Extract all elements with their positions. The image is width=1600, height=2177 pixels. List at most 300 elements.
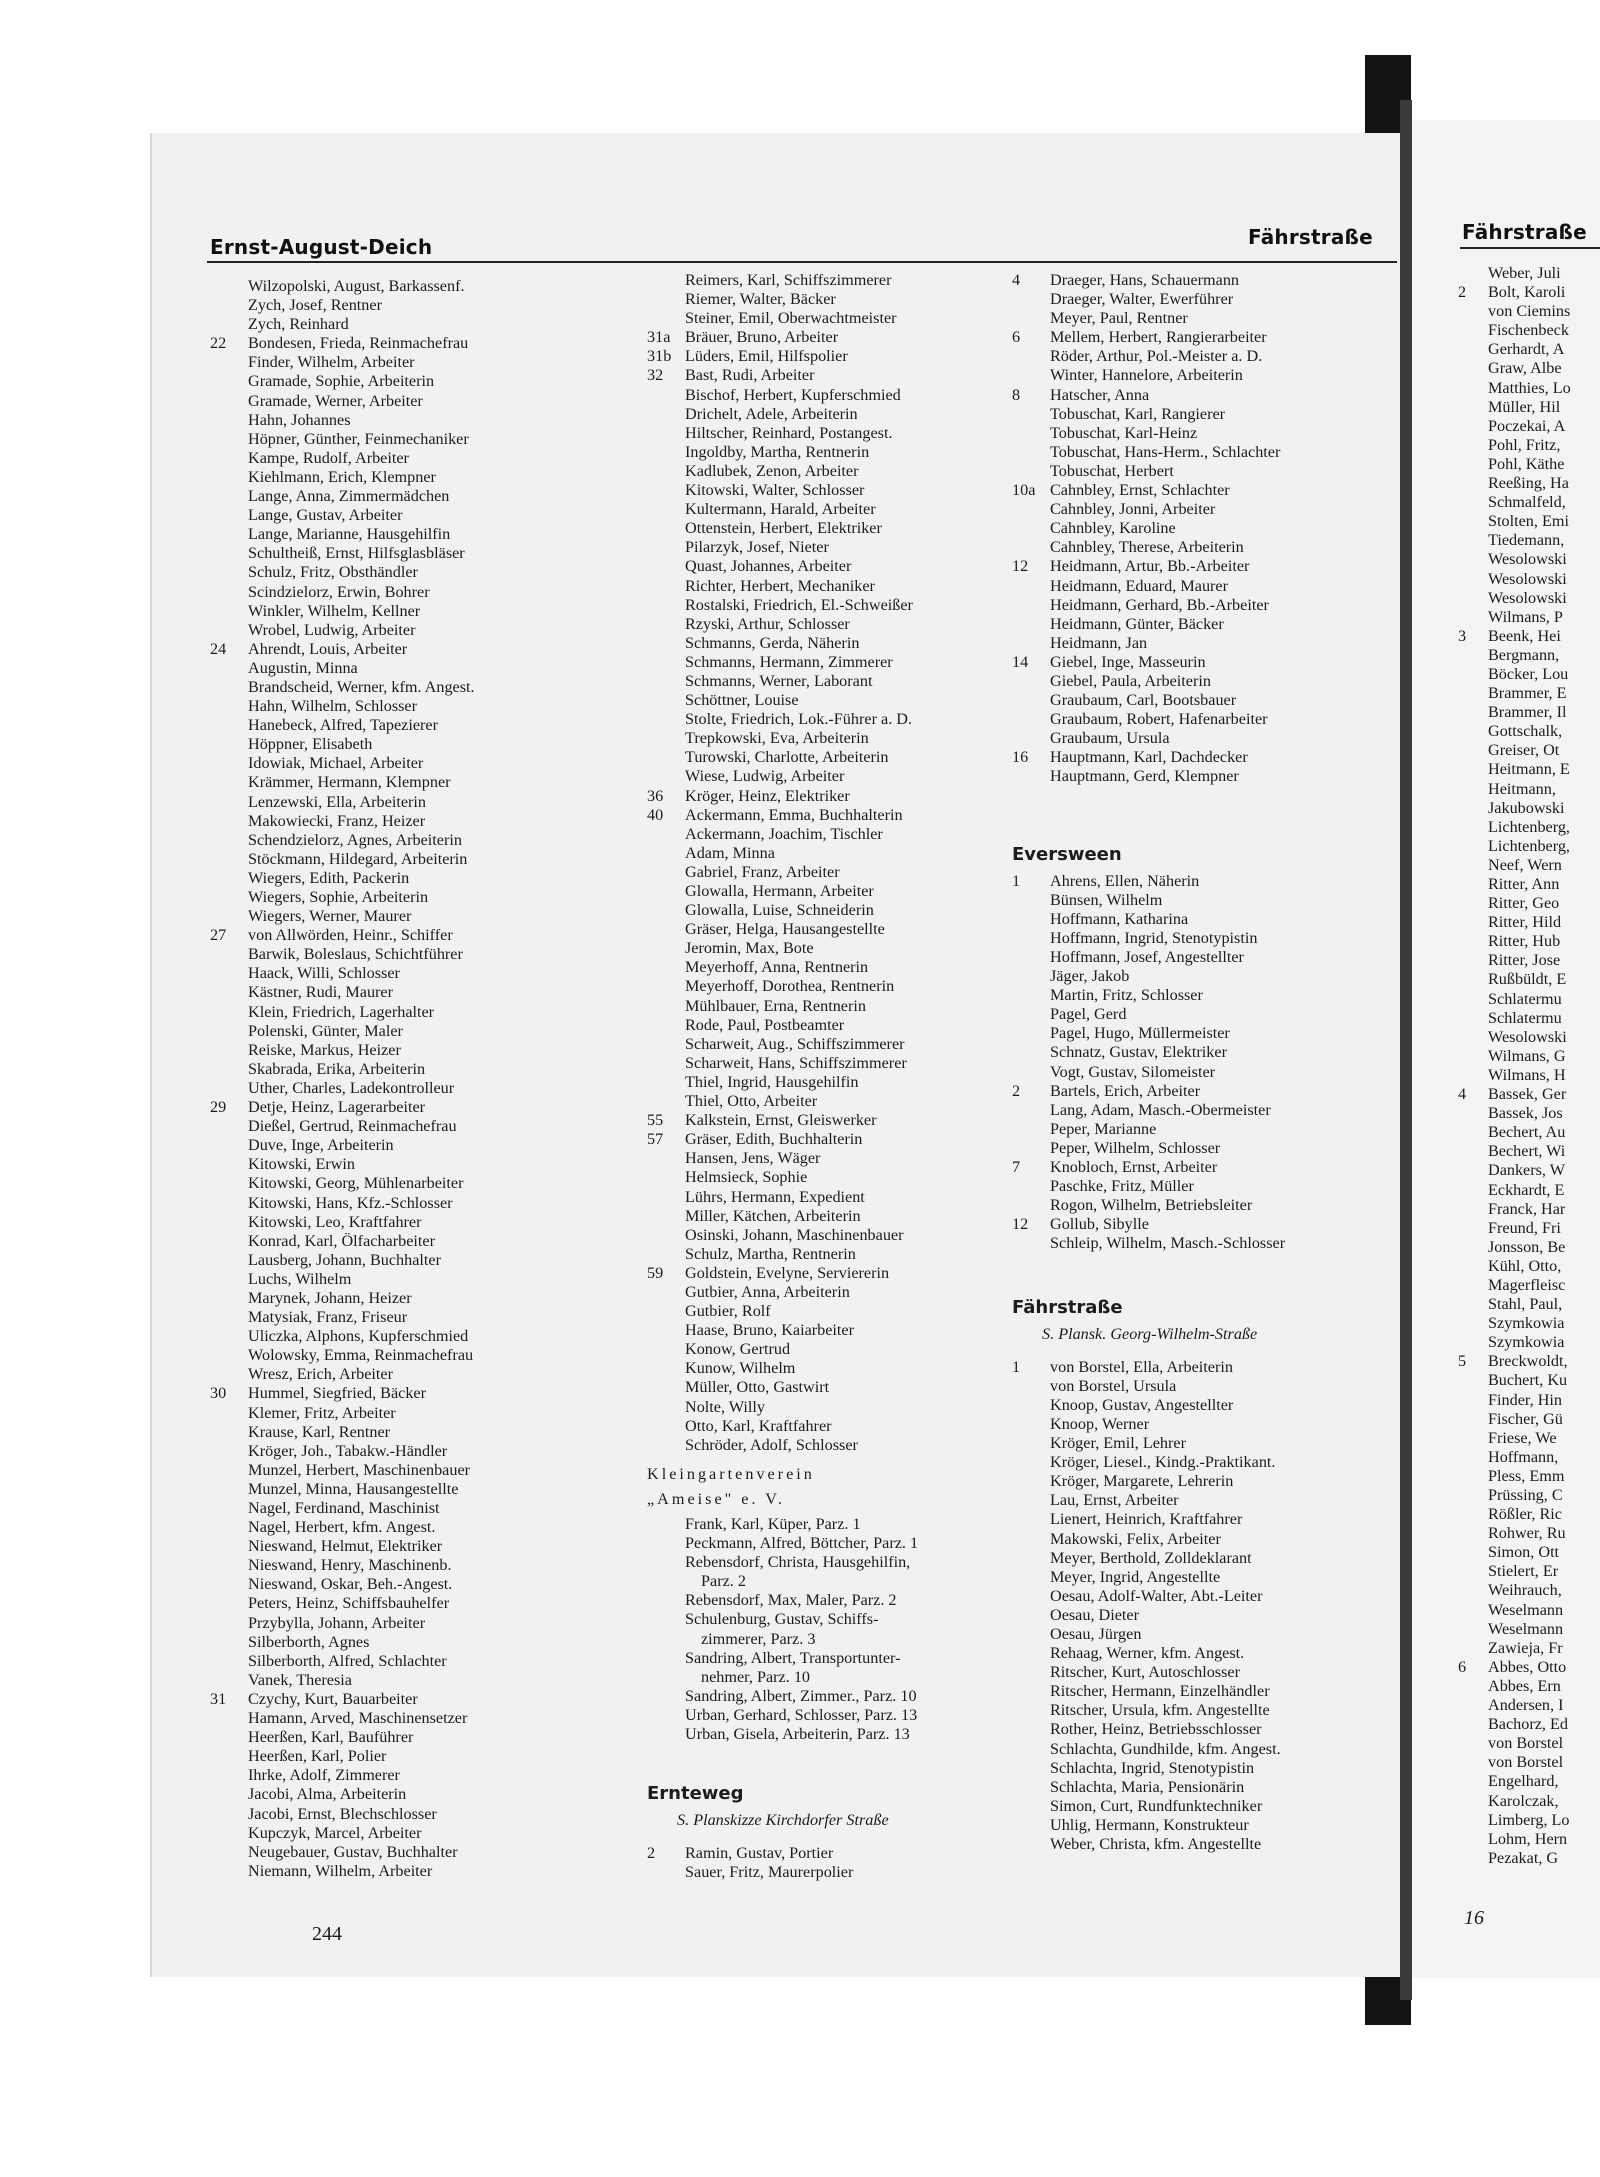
right-column [1458, 264, 1600, 1868]
resident-entry: Draeger, Walter, Ewerführer [1050, 290, 1234, 309]
resident-entry: Luchs, Wilhelm [248, 1269, 352, 1288]
list-item [1458, 1333, 1600, 1352]
house-number [1012, 596, 1050, 615]
list-item [1012, 986, 1392, 1005]
house-number [1458, 1753, 1488, 1772]
list-item [210, 1614, 570, 1633]
house-number [210, 812, 248, 831]
list-item [1458, 1543, 1600, 1562]
list-item [210, 945, 570, 964]
resident-entry: Lenzewski, Ella, Arbeiterin [248, 792, 426, 811]
resident-entry: Schlachta, Maria, Pensionärin [1050, 1777, 1245, 1796]
list-item [1458, 1792, 1600, 1811]
list-item [210, 1194, 570, 1213]
resident-entry: Pagel, Hugo, Müllermeister [1050, 1024, 1230, 1043]
list-item [210, 1308, 570, 1327]
house-number [1458, 264, 1488, 283]
house-number: 12 [1012, 1215, 1029, 1234]
house-number [647, 405, 685, 424]
resident-entry: Graubaum, Robert, Hafenarbeiter [1050, 710, 1268, 729]
list-item [1012, 910, 1392, 929]
resident-entry: Ritscher, Kurt, Autoschlosser [1050, 1663, 1240, 1682]
house-number [1458, 359, 1488, 378]
house-number [647, 1283, 685, 1302]
list-item [210, 1270, 570, 1289]
resident-entry: Martin, Fritz, Schlosser [1050, 986, 1203, 1005]
resident-entry: Rußbüldt, E [1488, 970, 1567, 989]
list-item [647, 1378, 1007, 1397]
resident-entry: Makowiecki, Franz, Heizer [248, 811, 426, 830]
list-item [210, 1518, 570, 1537]
house-number [1012, 986, 1050, 1005]
resident-entry: Giebel, Paula, Arbeiterin [1050, 671, 1211, 690]
resident-entry: Krämmer, Hermann, Klempner [248, 773, 451, 792]
resident-entry: Bergmann, [1488, 645, 1560, 664]
house-number [210, 964, 248, 983]
list-item [647, 882, 1007, 901]
resident-entry: Hoffmann, Ingrid, Stenotypistin [1050, 928, 1258, 947]
resident-entry: Beenk, Hei [1488, 626, 1561, 645]
list-item [647, 729, 1007, 748]
list-item [1458, 1658, 1600, 1677]
resident-entry: Simon, Curt, Rundfunktechniker [1050, 1796, 1263, 1815]
list-item [1012, 271, 1392, 290]
house-number [210, 1728, 248, 1747]
list-item [1012, 1196, 1392, 1215]
house-number: 1 [1012, 871, 1021, 890]
house-number [1458, 665, 1488, 684]
list-item [647, 1264, 1007, 1283]
list-item [1012, 1120, 1392, 1139]
list-item [1458, 359, 1600, 378]
list-item [1458, 799, 1600, 818]
house-number [647, 577, 685, 596]
resident-entry: Bräuer, Bruno, Arbeiter [685, 328, 839, 347]
resident-entry: Szymkowia [1488, 1333, 1565, 1352]
resident-entry: Haase, Bruno, Kaiarbeiter [685, 1321, 854, 1340]
resident-entry: Bondesen, Frieda, Reinmachefrau [248, 334, 469, 353]
resident-entry: Rehaag, Werner, kfm. Angest. [1050, 1644, 1245, 1663]
resident-entry: Pagel, Gerd [1050, 1005, 1127, 1024]
house-number [210, 487, 248, 506]
house-number [210, 1423, 248, 1442]
resident-entry: Pless, Emm [1488, 1466, 1565, 1485]
house-number [647, 1417, 685, 1436]
resident-entry: Meyer, Ingrid, Angestellte [1050, 1567, 1221, 1586]
resident-entry: Idowiak, Michael, Arbeiter [248, 754, 424, 773]
house-number [647, 1092, 685, 1111]
resident-entry: Hoffmann, Josef, Angestellter [1050, 948, 1244, 966]
list-item [1012, 1740, 1392, 1759]
list-item [1012, 615, 1392, 634]
list-item [647, 1168, 1007, 1187]
resident-entry: Reiske, Markus, Heizer [248, 1040, 401, 1059]
resident-entry: Schlachta, Ingrid, Stenotypistin [1050, 1758, 1255, 1777]
resident-entry: Schnatz, Gustav, Elektriker [1050, 1043, 1227, 1062]
list-item [210, 640, 570, 659]
list-item [1012, 405, 1392, 424]
house-number [210, 1461, 248, 1480]
house-number [1012, 1720, 1050, 1739]
house-number: 36 [647, 786, 664, 805]
resident-entry: von Ciemins [1488, 302, 1571, 321]
list-item [1012, 1043, 1392, 1062]
list-item [210, 602, 570, 621]
house-number [1012, 1377, 1050, 1396]
house-number [1012, 1530, 1050, 1549]
house-number [1458, 1486, 1488, 1505]
house-number [1458, 1715, 1488, 1734]
house-number [1458, 646, 1488, 665]
resident-entry: Hummel, Siegfried, Bäcker [248, 1384, 427, 1403]
list-item [1458, 1467, 1600, 1486]
house-number [1458, 1391, 1488, 1410]
house-number [647, 1188, 685, 1207]
house-number [1458, 455, 1488, 474]
resident-entry: Thiel, Ingrid, Hausgehilfin [685, 1072, 859, 1091]
resident-entry: Kühl, Otto, [1488, 1256, 1562, 1275]
resident-entry: Freund, Fri [1488, 1218, 1561, 1237]
house-number [1458, 1410, 1488, 1429]
house-number [1458, 1028, 1488, 1047]
house-number [1458, 302, 1488, 321]
list-item [210, 964, 570, 983]
list-item [210, 1594, 570, 1613]
resident-entry: Makowski, Felix, Arbeiter [1050, 1529, 1221, 1548]
list-item [1458, 703, 1600, 722]
list-item [1458, 970, 1600, 989]
kleingarten-entry: Frank, Karl, Küper, Parz. 1 [685, 1515, 861, 1533]
resident-entry: Wesolowski [1488, 569, 1567, 588]
list-item [1458, 1486, 1600, 1505]
list-item [647, 1417, 1007, 1436]
resident-entry: Duve, Inge, Arbeiterin [248, 1136, 394, 1155]
house-number [1012, 691, 1050, 710]
list-item [1458, 550, 1600, 569]
house-number [1012, 1491, 1050, 1510]
resident-entry: Schulz, Martha, Rentnerin [685, 1244, 856, 1263]
house-number [210, 602, 248, 621]
resident-entry: Tobuschat, Hans-Herm., Schlachter [1050, 442, 1281, 461]
list-item [647, 1436, 1007, 1455]
house-number [647, 882, 685, 901]
house-number [210, 1117, 248, 1136]
house-number [1012, 1177, 1050, 1196]
resident-entry: Wesolowski [1488, 1027, 1567, 1046]
resident-entry: Helmsieck, Sophie [685, 1168, 808, 1187]
list-item [647, 538, 1007, 557]
house-number [1012, 1510, 1050, 1529]
house-number: 22 [210, 334, 227, 353]
list-item [647, 1321, 1007, 1340]
resident-entry: Rode, Paul, Postbeamter [685, 1015, 845, 1034]
house-number [647, 1321, 685, 1340]
list-item [1458, 302, 1600, 321]
house-number: 40 [647, 805, 664, 824]
house-number [210, 506, 248, 525]
house-number: 3 [1458, 626, 1467, 645]
resident-entry: Ackermann, Joachim, Tischler [685, 824, 883, 843]
house-number: 55 [647, 1111, 664, 1130]
list-item [1012, 328, 1392, 347]
list-item [1012, 748, 1392, 767]
list-item [1012, 891, 1392, 910]
list-item [1458, 1047, 1600, 1066]
resident-entry: Magerfleisc [1488, 1275, 1566, 1294]
list-item [210, 334, 570, 353]
house-number [1458, 1524, 1488, 1543]
resident-entry: Heitmann, [1488, 779, 1556, 798]
resident-entry: Winter, Hannelore, Arbeiterin [1050, 366, 1243, 385]
list-item [647, 1359, 1007, 1378]
resident-entry: Stöckmann, Hildegard, Arbeiterin [248, 849, 468, 868]
resident-entry: Bolt, Karoli [1488, 283, 1566, 302]
house-number [1012, 1797, 1050, 1816]
resident-entry: Wiese, Ludwig, Arbeiter [685, 767, 845, 786]
resident-entry: Riemer, Walter, Bäcker [685, 290, 836, 309]
list-item [647, 1340, 1007, 1359]
list-item [647, 691, 1007, 710]
house-number [647, 386, 685, 405]
house-number [210, 1232, 248, 1251]
list-item [1012, 500, 1392, 519]
resident-entry: Höpner, Günther, Feinmechaniker [248, 429, 469, 448]
house-number [210, 1537, 248, 1556]
kleingarten-entry: zimmerer, Parz. 3 [701, 1629, 816, 1648]
resident-entry: Breckwoldt, [1488, 1352, 1568, 1371]
resident-entry: Kröger, Margarete, Lehrerin [1050, 1472, 1234, 1491]
list-item [210, 430, 570, 449]
resident-entry: Kupczyk, Marcel, Arbeiter [248, 1823, 422, 1842]
resident-entry: Knoop, Werner [1050, 1414, 1150, 1433]
list-item [210, 1461, 570, 1480]
list-item [210, 449, 570, 468]
list-item [647, 710, 1007, 729]
house-number [1012, 1568, 1050, 1587]
list-item [647, 787, 1007, 806]
resident-entry: Tobuschat, Karl, Rangierer [1050, 404, 1226, 423]
list-item [1012, 309, 1392, 328]
list-item [1458, 379, 1600, 398]
resident-entry: Uhlig, Hermann, Konstrukteur [1050, 1815, 1249, 1834]
resident-entry: Oesau, Dieter [1050, 1605, 1139, 1624]
list-item [1012, 538, 1392, 557]
house-number [1012, 1835, 1050, 1854]
house-number [647, 901, 685, 920]
resident-entry: Nolte, Willy [685, 1397, 765, 1416]
resident-entry: Winkler, Wilhelm, Kellner [248, 601, 421, 620]
house-number [1458, 512, 1488, 531]
column-2 [647, 271, 1007, 1883]
house-number [1012, 1120, 1050, 1139]
list-item [1012, 1587, 1392, 1606]
house-number [1012, 1663, 1050, 1682]
resident-entry: Paschke, Fritz, Müller [1050, 1177, 1194, 1196]
resident-entry: Zawieja, Fr [1488, 1638, 1563, 1657]
list-item [1458, 608, 1600, 627]
resident-entry: Klein, Friedrich, Lagerhalter [248, 1002, 435, 1021]
list-item [647, 1844, 1007, 1863]
list-item [1458, 1371, 1600, 1390]
house-number: 6 [1458, 1657, 1467, 1676]
house-number [210, 659, 248, 678]
resident-entry: Fischer, Gü [1488, 1409, 1563, 1428]
house-number [1458, 398, 1488, 417]
house-number [1458, 493, 1488, 512]
house-number [210, 1442, 248, 1461]
list-item [210, 1652, 570, 1671]
house-number [210, 1671, 248, 1690]
house-number [210, 1194, 248, 1213]
resident-entry: Dankers, W [1488, 1161, 1566, 1180]
resident-entry: Nagel, Ferdinand, Maschinist [248, 1499, 440, 1517]
resident-entry: Lichtenberg, [1488, 817, 1570, 836]
list-item [1458, 1811, 1600, 1830]
resident-entry: Cahnbley, Karoline [1050, 519, 1176, 538]
house-number [647, 997, 685, 1016]
resident-entry: Wiegers, Sophie, Arbeiterin [248, 888, 429, 906]
resident-entry: Weihrauch, [1488, 1581, 1562, 1600]
list-item [1012, 1434, 1392, 1453]
house-number [647, 481, 685, 500]
list-item [210, 831, 570, 850]
list-item [210, 869, 570, 888]
list-item [1458, 398, 1600, 417]
resident-entry: Ingoldby, Martha, Rentnerin [685, 442, 870, 461]
house-number [1458, 1181, 1488, 1200]
list-item [647, 1302, 1007, 1321]
kleingarten-entry: Sandring, Albert, Transportunter- [685, 1648, 901, 1667]
list-item [1012, 1778, 1392, 1797]
list-item [1012, 1606, 1392, 1625]
resident-entry: Nagel, Herbert, kfm. Angest. [248, 1518, 436, 1537]
list-item [647, 1207, 1007, 1226]
resident-entry: Höppner, Elisabeth [248, 735, 373, 754]
resident-entry: Wilzopolski, August, Barkassenf. [248, 277, 465, 295]
house-number [647, 290, 685, 309]
house-number [1012, 462, 1050, 481]
house-number [1458, 970, 1488, 989]
house-number [1458, 799, 1488, 818]
resident-entry: Pezakat, G [1488, 1848, 1559, 1867]
faehrstrasse-title: Fährstraße [1012, 1296, 1123, 1318]
resident-entry: Lange, Marianne, Hausgehilfin [248, 525, 451, 544]
resident-entry: Schlatermu [1488, 989, 1562, 1008]
resident-entry: Heidmann, Jan [1050, 633, 1148, 652]
resident-entry: Scharweit, Aug., Schiffszimmerer [685, 1034, 905, 1053]
house-number [1012, 710, 1050, 729]
resident-entry: Pohl, Fritz, [1488, 435, 1561, 454]
house-number [1012, 1453, 1050, 1472]
list-item [647, 290, 1007, 309]
list-item [1012, 1177, 1392, 1196]
resident-entry: Scindzielorz, Erwin, Bohrer [248, 582, 430, 601]
gutter-shadow [1400, 100, 1412, 2000]
list-item [1458, 1200, 1600, 1219]
house-number [1012, 1196, 1050, 1215]
house-number [1458, 1371, 1488, 1390]
house-number [210, 372, 248, 391]
house-number [1458, 1009, 1488, 1028]
list-item [647, 1283, 1007, 1302]
list-item [210, 1690, 570, 1709]
house-number: 24 [210, 639, 227, 658]
list-item [210, 1785, 570, 1804]
resident-entry: Ritter, Jose [1488, 951, 1561, 970]
resident-entry: Lohm, Hern [1488, 1829, 1568, 1848]
list-item [647, 806, 1007, 825]
house-number [647, 748, 685, 767]
house-number [647, 462, 685, 481]
house-number [210, 773, 248, 792]
house-number [647, 1359, 685, 1378]
house-number [210, 1575, 248, 1594]
house-number [647, 939, 685, 958]
list-item [210, 1843, 570, 1862]
resident-entry: Bischof, Herbert, Kupferschmied [685, 385, 901, 404]
resident-entry: Pohl, Käthe [1488, 454, 1565, 473]
house-number [1458, 1429, 1488, 1448]
resident-entry: Ihrke, Adolf, Zimmerer [248, 1766, 400, 1785]
house-number [1458, 1677, 1488, 1696]
resident-entry: von Borstel [1488, 1734, 1564, 1753]
house-number [210, 1327, 248, 1346]
house-number [210, 831, 248, 850]
resident-entry: Lichtenberg, [1488, 836, 1570, 855]
list-item [210, 1289, 570, 1308]
list-item [647, 1226, 1007, 1245]
resident-entry: Konrad, Karl, Ölfacharbeiter [248, 1231, 435, 1250]
resident-entry: Weselmann [1488, 1600, 1564, 1619]
house-number [647, 1207, 685, 1226]
list-item [647, 347, 1007, 366]
house-number [1458, 741, 1488, 760]
header-rule [207, 261, 1397, 263]
list-item [1012, 691, 1392, 710]
list-item [1458, 1257, 1600, 1276]
list-item [1458, 1238, 1600, 1257]
house-number [210, 296, 248, 315]
house-number [210, 754, 248, 773]
kleingarten-entry: Urban, Gerhard, Schlosser, Parz. 13 [685, 1705, 918, 1724]
list-item [647, 825, 1007, 844]
list-item [1012, 1491, 1392, 1510]
house-number [1012, 891, 1050, 910]
resident-entry: Stielert, Er [1488, 1562, 1559, 1581]
right-header: Fährstraße [1462, 220, 1587, 244]
resident-entry: Glowalla, Hermann, Arbeiter [685, 882, 874, 900]
kleingarten-entry: Sandring, Albert, Zimmer., Parz. 10 [685, 1686, 917, 1705]
resident-entry: Kitowski, Hans, Kfz.-Schlosser [248, 1193, 453, 1212]
list-item [1458, 455, 1600, 474]
list-item [1458, 818, 1600, 837]
house-number [210, 735, 248, 754]
resident-entry: Schöttner, Louise [685, 691, 799, 710]
house-number [1458, 1562, 1488, 1581]
resident-entry: Schulz, Fritz, Obsthändler [248, 563, 418, 582]
list-item [210, 659, 570, 678]
list-item [1458, 1161, 1600, 1180]
resident-entry: Sauer, Fritz, Maurerpolier [685, 1863, 854, 1882]
resident-entry: Jonsson, Be [1488, 1237, 1566, 1256]
house-number [647, 710, 685, 729]
list-item [210, 1747, 570, 1766]
resident-entry: Bast, Rudi, Arbeiter [685, 366, 815, 385]
list-item [210, 1041, 570, 1060]
house-number [647, 596, 685, 615]
house-number [647, 672, 685, 691]
house-number [210, 697, 248, 716]
